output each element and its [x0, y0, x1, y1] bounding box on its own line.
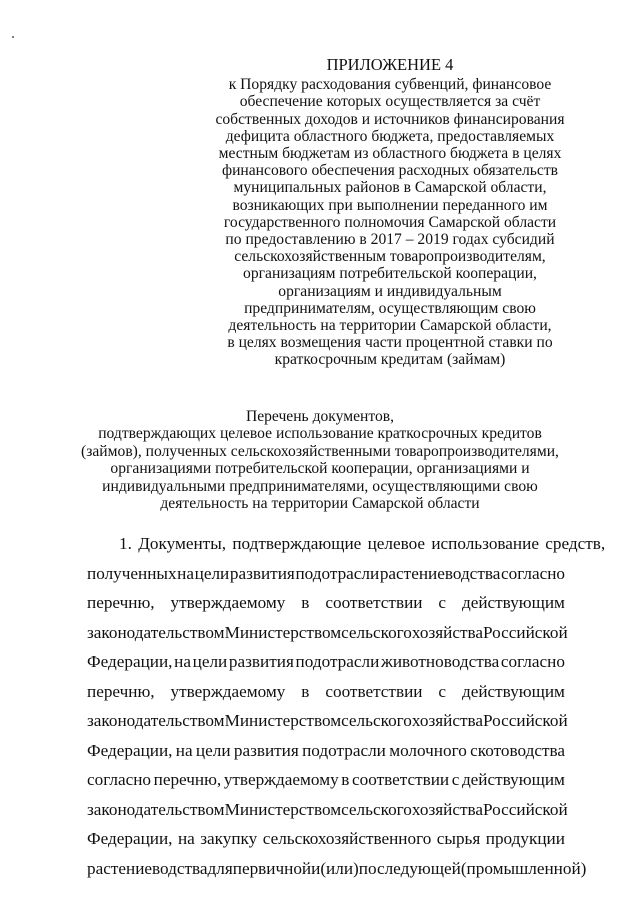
appendix-line: финансового обеспечения расходных обязательств — [221, 162, 559, 180]
body-word: Министерством — [224, 711, 342, 730]
body-word: растениеводства — [379, 563, 501, 583]
appendix-title: ПРИЛОЖЕНИЕ 4 — [326, 55, 454, 74]
body-word: молочного — [389, 740, 467, 760]
body-word: Российской — [483, 799, 568, 819]
body-line — [87, 736, 565, 766]
body-word: соответствии — [325, 593, 423, 612]
appendix-line: деятельность на территории Самарской области, — [228, 317, 552, 335]
body-word: законодательством — [87, 711, 225, 730]
body-word: продукции — [485, 829, 565, 848]
body-word: на — [174, 652, 191, 671]
body-word: законодательством — [87, 799, 225, 819]
body-word: на — [177, 563, 194, 583]
body-word: с — [438, 593, 447, 612]
body-paragraph — [87, 529, 606, 883]
body-line — [87, 618, 568, 648]
scan-speck — [12, 36, 14, 38]
body-word: развития — [228, 652, 294, 671]
body-word: соответствии — [325, 681, 423, 701]
body-word: в — [301, 593, 310, 612]
body-word: растениеводства — [87, 858, 208, 878]
body-word: на — [177, 829, 195, 848]
body-word: согласно — [500, 652, 565, 671]
body-word: закупку — [200, 829, 258, 848]
body-word: в — [301, 681, 310, 701]
body-line: 1. Документы, подтверждающие целевое использование средств, — [119, 534, 606, 553]
body-line — [87, 588, 565, 618]
body-word: хозяйства — [411, 622, 483, 642]
appendix-line: организациям потребительской кооперации, — [243, 265, 537, 283]
body-word: животноводства — [380, 652, 500, 671]
document-list-title — [60, 408, 580, 512]
appendix-line: возникающих при выполнении переданного им — [232, 196, 548, 214]
body-word: хозяйства — [411, 799, 483, 819]
appendix-line: муниципальных районов в Самарской области, — [233, 179, 547, 197]
body-word: Федерации, — [87, 740, 173, 760]
appendix-line: обеспечение которых осуществляется за счёт — [239, 93, 541, 111]
list-title-line: деятельность на территории Самарской области — [160, 495, 480, 513]
appendix-line: в целях возмещения части процентной ставки по — [227, 334, 553, 352]
body-word: и — [311, 858, 321, 878]
body-line — [87, 559, 565, 589]
body-line — [87, 765, 565, 795]
appendix-line: дефицита областного бюджета, предоставляемых — [225, 127, 555, 145]
appendix-line: сельскохозяйственным товаропроизводителям, — [234, 248, 546, 266]
body-word: сельского — [341, 799, 412, 819]
body-word: сельского — [341, 711, 412, 730]
body-word: согласно — [87, 770, 152, 789]
body-word: цели — [195, 740, 231, 760]
body-word: утверждаемому — [170, 681, 286, 701]
body-word: сельского — [341, 622, 412, 642]
body-word: действующим — [461, 593, 565, 612]
body-word: Министерством — [224, 622, 342, 642]
appendix-header — [200, 56, 580, 369]
body-word: с — [451, 770, 460, 789]
body-word: соответствии — [351, 770, 450, 789]
body-word: полученных — [87, 563, 177, 583]
body-word: согласно — [500, 563, 565, 583]
list-title-line: подтверждающих целевое использование краткосрочных кредитов — [98, 425, 542, 443]
body-word: развития — [229, 563, 295, 583]
body-word: утверждаемому — [170, 593, 286, 612]
body-word: утверждаемому — [223, 770, 339, 789]
body-word: перечню, — [153, 770, 222, 789]
body-word: первичной — [232, 858, 312, 878]
body-word: цели — [192, 652, 228, 671]
body-word: последующей — [358, 858, 461, 878]
body-line — [87, 795, 568, 825]
appendix-line: государственного полномочия Самарской области — [223, 213, 557, 231]
body-line — [87, 824, 565, 854]
body-word: подотрасли — [295, 652, 380, 671]
body-word: скотоводства — [470, 740, 565, 760]
body-word: сельскохозяйственного — [262, 829, 432, 848]
list-title-line: индивидуальными предпринимателями, осуществляющими свою — [102, 477, 538, 495]
body-line — [87, 677, 565, 707]
appendix-line: к Порядку расходования субвенций, финансовое — [228, 76, 552, 94]
body-word: в — [341, 770, 350, 789]
appendix-line: по предоставлению в 2017 – 2019 годах субсидий — [225, 231, 555, 249]
body-word: Федерации, — [87, 652, 173, 671]
list-title-line: Перечень документов, — [245, 408, 395, 425]
body-word: Российской — [483, 622, 568, 642]
body-word: на — [175, 740, 193, 760]
body-word: (промышленной) — [460, 858, 587, 878]
body-word: развития — [233, 740, 299, 760]
body-word: перечню, — [87, 681, 155, 701]
body-line — [87, 706, 568, 736]
appendix-line: собственных доходов и источников финансирования — [215, 110, 565, 128]
body-word: законодательством — [87, 622, 225, 642]
body-word: (или) — [320, 858, 359, 878]
body-word: для — [207, 858, 233, 878]
body-word: действующим — [461, 770, 565, 789]
appendix-line: предпринимателям, осуществляющим свою — [244, 299, 536, 317]
body-word: подотрасли — [295, 563, 380, 583]
body-word: с — [438, 681, 447, 701]
body-word: хозяйства — [411, 711, 483, 730]
body-word: сырья — [436, 829, 481, 848]
body-word: перечню, — [87, 593, 155, 612]
appendix-line: организациям и индивидуальным — [278, 282, 502, 300]
list-title-line: организациями потребительской кооперации, организациями и — [110, 460, 530, 478]
body-word: Федерации, — [87, 829, 173, 848]
body-word: Министерством — [224, 799, 342, 819]
body-word: цели — [194, 563, 230, 583]
body-line — [87, 647, 565, 677]
body-line — [87, 854, 587, 884]
body-word: подотрасли — [302, 740, 386, 760]
appendix-line: краткосрочным кредитам (займам) — [274, 351, 506, 369]
appendix-line: местным бюджетам из областного бюджета в целях — [218, 145, 562, 163]
body-word: Российской — [483, 711, 568, 730]
body-word: действующим — [461, 681, 565, 701]
list-title-line: (займов), полученных сельскохозяйственными товаропроизводителями, — [81, 442, 559, 460]
